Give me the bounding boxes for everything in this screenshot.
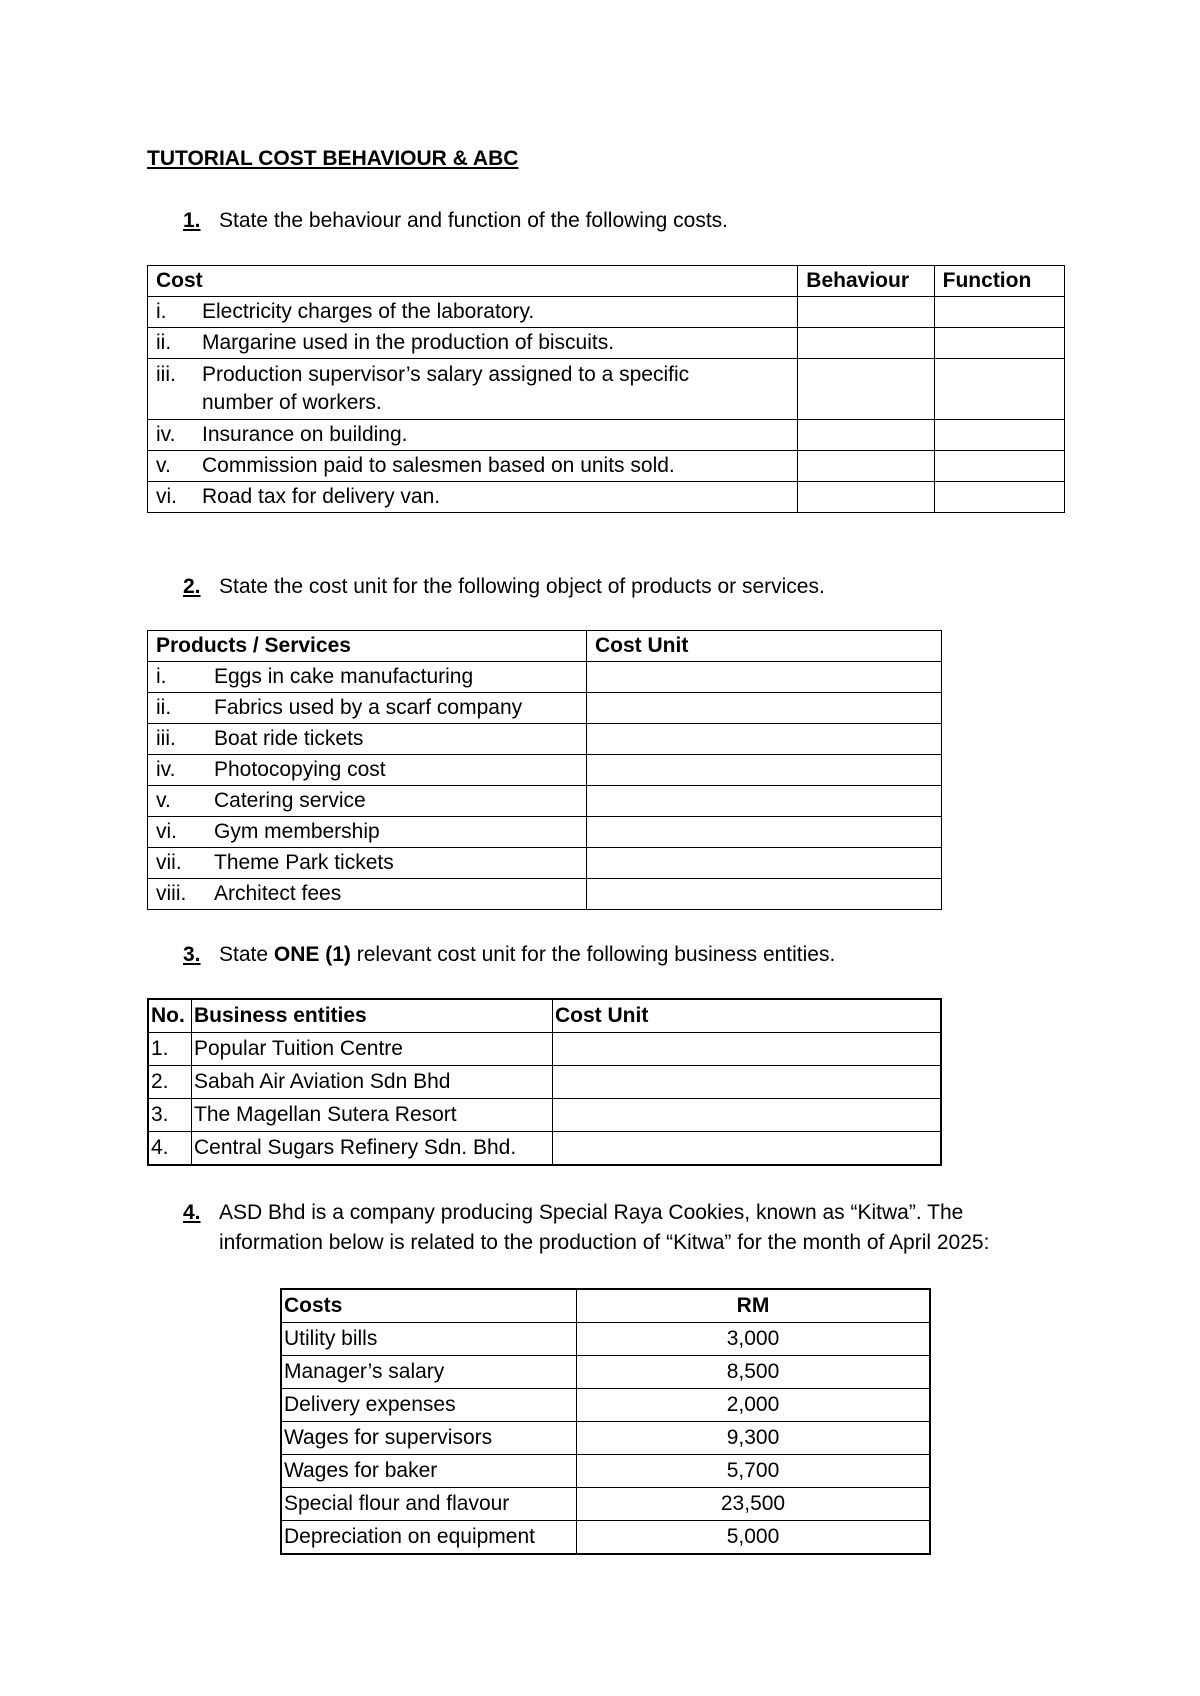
- cost-name: Utility bills: [281, 1323, 577, 1356]
- cost-name: Special flour and flavour: [281, 1488, 577, 1521]
- table-row: [148, 328, 1065, 359]
- table-row: [148, 359, 1065, 420]
- row-number: vii.: [156, 851, 182, 874]
- header-cost-unit: Cost Unit: [587, 631, 942, 662]
- behaviour-cell[interactable]: [798, 451, 934, 482]
- table-row: [148, 848, 942, 879]
- table-row: [148, 786, 942, 817]
- function-cell[interactable]: [934, 451, 1064, 482]
- row-number: iv.: [156, 758, 176, 781]
- cost-unit-cell[interactable]: [553, 1099, 942, 1132]
- row-text: Fabrics used by a scarf company: [214, 696, 523, 719]
- table-header-row: [281, 1289, 930, 1323]
- table-header-row: [148, 999, 941, 1033]
- row-number: iii.: [156, 363, 176, 386]
- cost-amount: 2,000: [577, 1389, 931, 1422]
- question-text: State the cost unit for the following object of products or services.: [219, 575, 825, 598]
- question-text: State ONE (1) relevant cost unit for the following business entities.: [219, 943, 836, 966]
- cost-unit-cell[interactable]: [587, 693, 942, 724]
- question-4: [147, 1198, 1077, 1258]
- cost-amount: 5,700: [577, 1455, 931, 1488]
- function-cell[interactable]: [934, 420, 1064, 451]
- question-number: 2.: [183, 575, 201, 598]
- table-row: [148, 817, 942, 848]
- table-row: [281, 1356, 930, 1389]
- row-number: v.: [156, 789, 171, 812]
- table-header-row: [148, 266, 1065, 297]
- behaviour-cell[interactable]: [798, 297, 934, 328]
- table-row: [281, 1323, 930, 1356]
- table-row: [281, 1488, 930, 1521]
- row-number: iii.: [156, 727, 176, 750]
- table-header-row: [148, 631, 942, 662]
- table-row: [148, 1099, 941, 1132]
- header-cost: Cost: [148, 266, 798, 297]
- cost-unit-cell[interactable]: [587, 879, 942, 910]
- page-title: TUTORIAL COST BEHAVIOUR & ABC: [147, 147, 519, 170]
- cost-unit-cell[interactable]: [587, 786, 942, 817]
- table-row: [148, 482, 1065, 513]
- row-number: 1.: [148, 1033, 192, 1066]
- cost-name: Delivery expenses: [281, 1389, 577, 1422]
- header-costs: Costs: [281, 1289, 577, 1323]
- row-number: ii.: [156, 696, 172, 719]
- question-3: [147, 940, 1077, 970]
- table-row: [148, 662, 942, 693]
- function-cell[interactable]: [934, 297, 1064, 328]
- row-number: i.: [156, 300, 167, 323]
- table-row: [148, 1033, 941, 1066]
- row-text: Photocopying cost: [214, 758, 386, 781]
- cost-amount: 5,000: [577, 1521, 931, 1555]
- cost-name: Manager’s salary: [281, 1356, 577, 1389]
- row-number: ii.: [156, 331, 172, 354]
- cost-unit-cell[interactable]: [553, 1033, 942, 1066]
- behaviour-cell[interactable]: [798, 359, 934, 420]
- row-text: Commission paid to salesmen based on units sold.: [202, 454, 675, 477]
- row-number: v.: [156, 454, 171, 477]
- table-row: [148, 1066, 941, 1099]
- business-entities-table: [147, 998, 942, 1166]
- table-row: [148, 420, 1065, 451]
- table-row: [148, 693, 942, 724]
- cost-unit-cell[interactable]: [587, 662, 942, 693]
- header-business-entities: Business entities: [192, 999, 553, 1033]
- row-text: Eggs in cake manufacturing: [214, 665, 474, 688]
- question-number: 4.: [183, 1201, 201, 1224]
- cost-unit-cell[interactable]: [553, 1066, 942, 1099]
- header-function: Function: [934, 266, 1064, 297]
- row-text: Gym membership: [214, 820, 380, 843]
- row-number: iv.: [156, 423, 176, 446]
- row-text: Insurance on building.: [202, 423, 408, 446]
- table-row: [148, 879, 942, 910]
- row-text: Production supervisor’s salary assigned to a specific number of workers.: [202, 363, 690, 414]
- row-text: Boat ride tickets: [214, 727, 364, 750]
- cost-unit-cell[interactable]: [587, 724, 942, 755]
- question-number: 1.: [183, 209, 201, 232]
- table-row: [148, 1132, 941, 1166]
- table-row: [148, 451, 1065, 482]
- row-text: Popular Tuition Centre: [192, 1033, 553, 1066]
- question-1: [147, 206, 1077, 236]
- cost-amount: 23,500: [577, 1488, 931, 1521]
- row-text: Margarine used in the production of biscuits.: [202, 331, 615, 354]
- header-no: No.: [148, 999, 192, 1033]
- question-2: [147, 572, 1077, 602]
- row-text: Central Sugars Refinery Sdn. Bhd.: [192, 1132, 553, 1166]
- cost-name: Depreciation on equipment: [281, 1521, 577, 1555]
- header-cost-unit: Cost Unit: [553, 999, 942, 1033]
- row-number: viii.: [156, 882, 187, 905]
- row-number: 3.: [148, 1099, 192, 1132]
- table-row: [148, 755, 942, 786]
- cost-unit-cell[interactable]: [587, 755, 942, 786]
- row-text: Catering service: [214, 789, 366, 812]
- header-products-services: Products / Services: [148, 631, 587, 662]
- row-number: vi.: [156, 820, 177, 843]
- behaviour-cell[interactable]: [798, 482, 934, 513]
- costs-table: [280, 1288, 931, 1555]
- row-text: Road tax for delivery van.: [202, 485, 441, 508]
- cost-amount: 9,300: [577, 1422, 931, 1455]
- row-number: 4.: [148, 1132, 192, 1166]
- function-cell[interactable]: [934, 359, 1064, 420]
- cost-name: Wages for baker: [281, 1455, 577, 1488]
- row-text: Sabah Air Aviation Sdn Bhd: [192, 1066, 553, 1099]
- cost-unit-cell[interactable]: [587, 848, 942, 879]
- row-text: Theme Park tickets: [214, 851, 394, 874]
- cost-amount: 8,500: [577, 1356, 931, 1389]
- table-row: [281, 1422, 930, 1455]
- table-row: [281, 1521, 930, 1555]
- cost-behaviour-table: [147, 265, 1065, 513]
- table-row: [148, 297, 1065, 328]
- row-number: vi.: [156, 485, 177, 508]
- behaviour-cell[interactable]: [798, 328, 934, 359]
- cost-unit-cell[interactable]: [553, 1132, 942, 1166]
- behaviour-cell[interactable]: [798, 420, 934, 451]
- function-cell[interactable]: [934, 328, 1064, 359]
- cost-amount: 3,000: [577, 1323, 931, 1356]
- function-cell[interactable]: [934, 482, 1064, 513]
- row-number: i.: [156, 665, 167, 688]
- question-text: ASD Bhd is a company producing Special Raya Cookies, known as “Kitwa”. The information below is related to the production of “Kitwa” for the month of April 2025:: [219, 1201, 990, 1254]
- cost-unit-table: [147, 630, 942, 910]
- row-text: Electricity charges of the laboratory.: [202, 300, 535, 323]
- row-number: 2.: [148, 1066, 192, 1099]
- header-rm: RM: [577, 1289, 931, 1323]
- header-behaviour: Behaviour: [798, 266, 934, 297]
- question-number: 3.: [183, 943, 201, 966]
- row-text: The Magellan Sutera Resort: [192, 1099, 553, 1132]
- table-row: [148, 724, 942, 755]
- cost-unit-cell[interactable]: [587, 817, 942, 848]
- table-row: [281, 1455, 930, 1488]
- table-row: [281, 1389, 930, 1422]
- row-text: Architect fees: [214, 882, 342, 905]
- question-text: State the behaviour and function of the following costs.: [219, 209, 728, 232]
- cost-name: Wages for supervisors: [281, 1422, 577, 1455]
